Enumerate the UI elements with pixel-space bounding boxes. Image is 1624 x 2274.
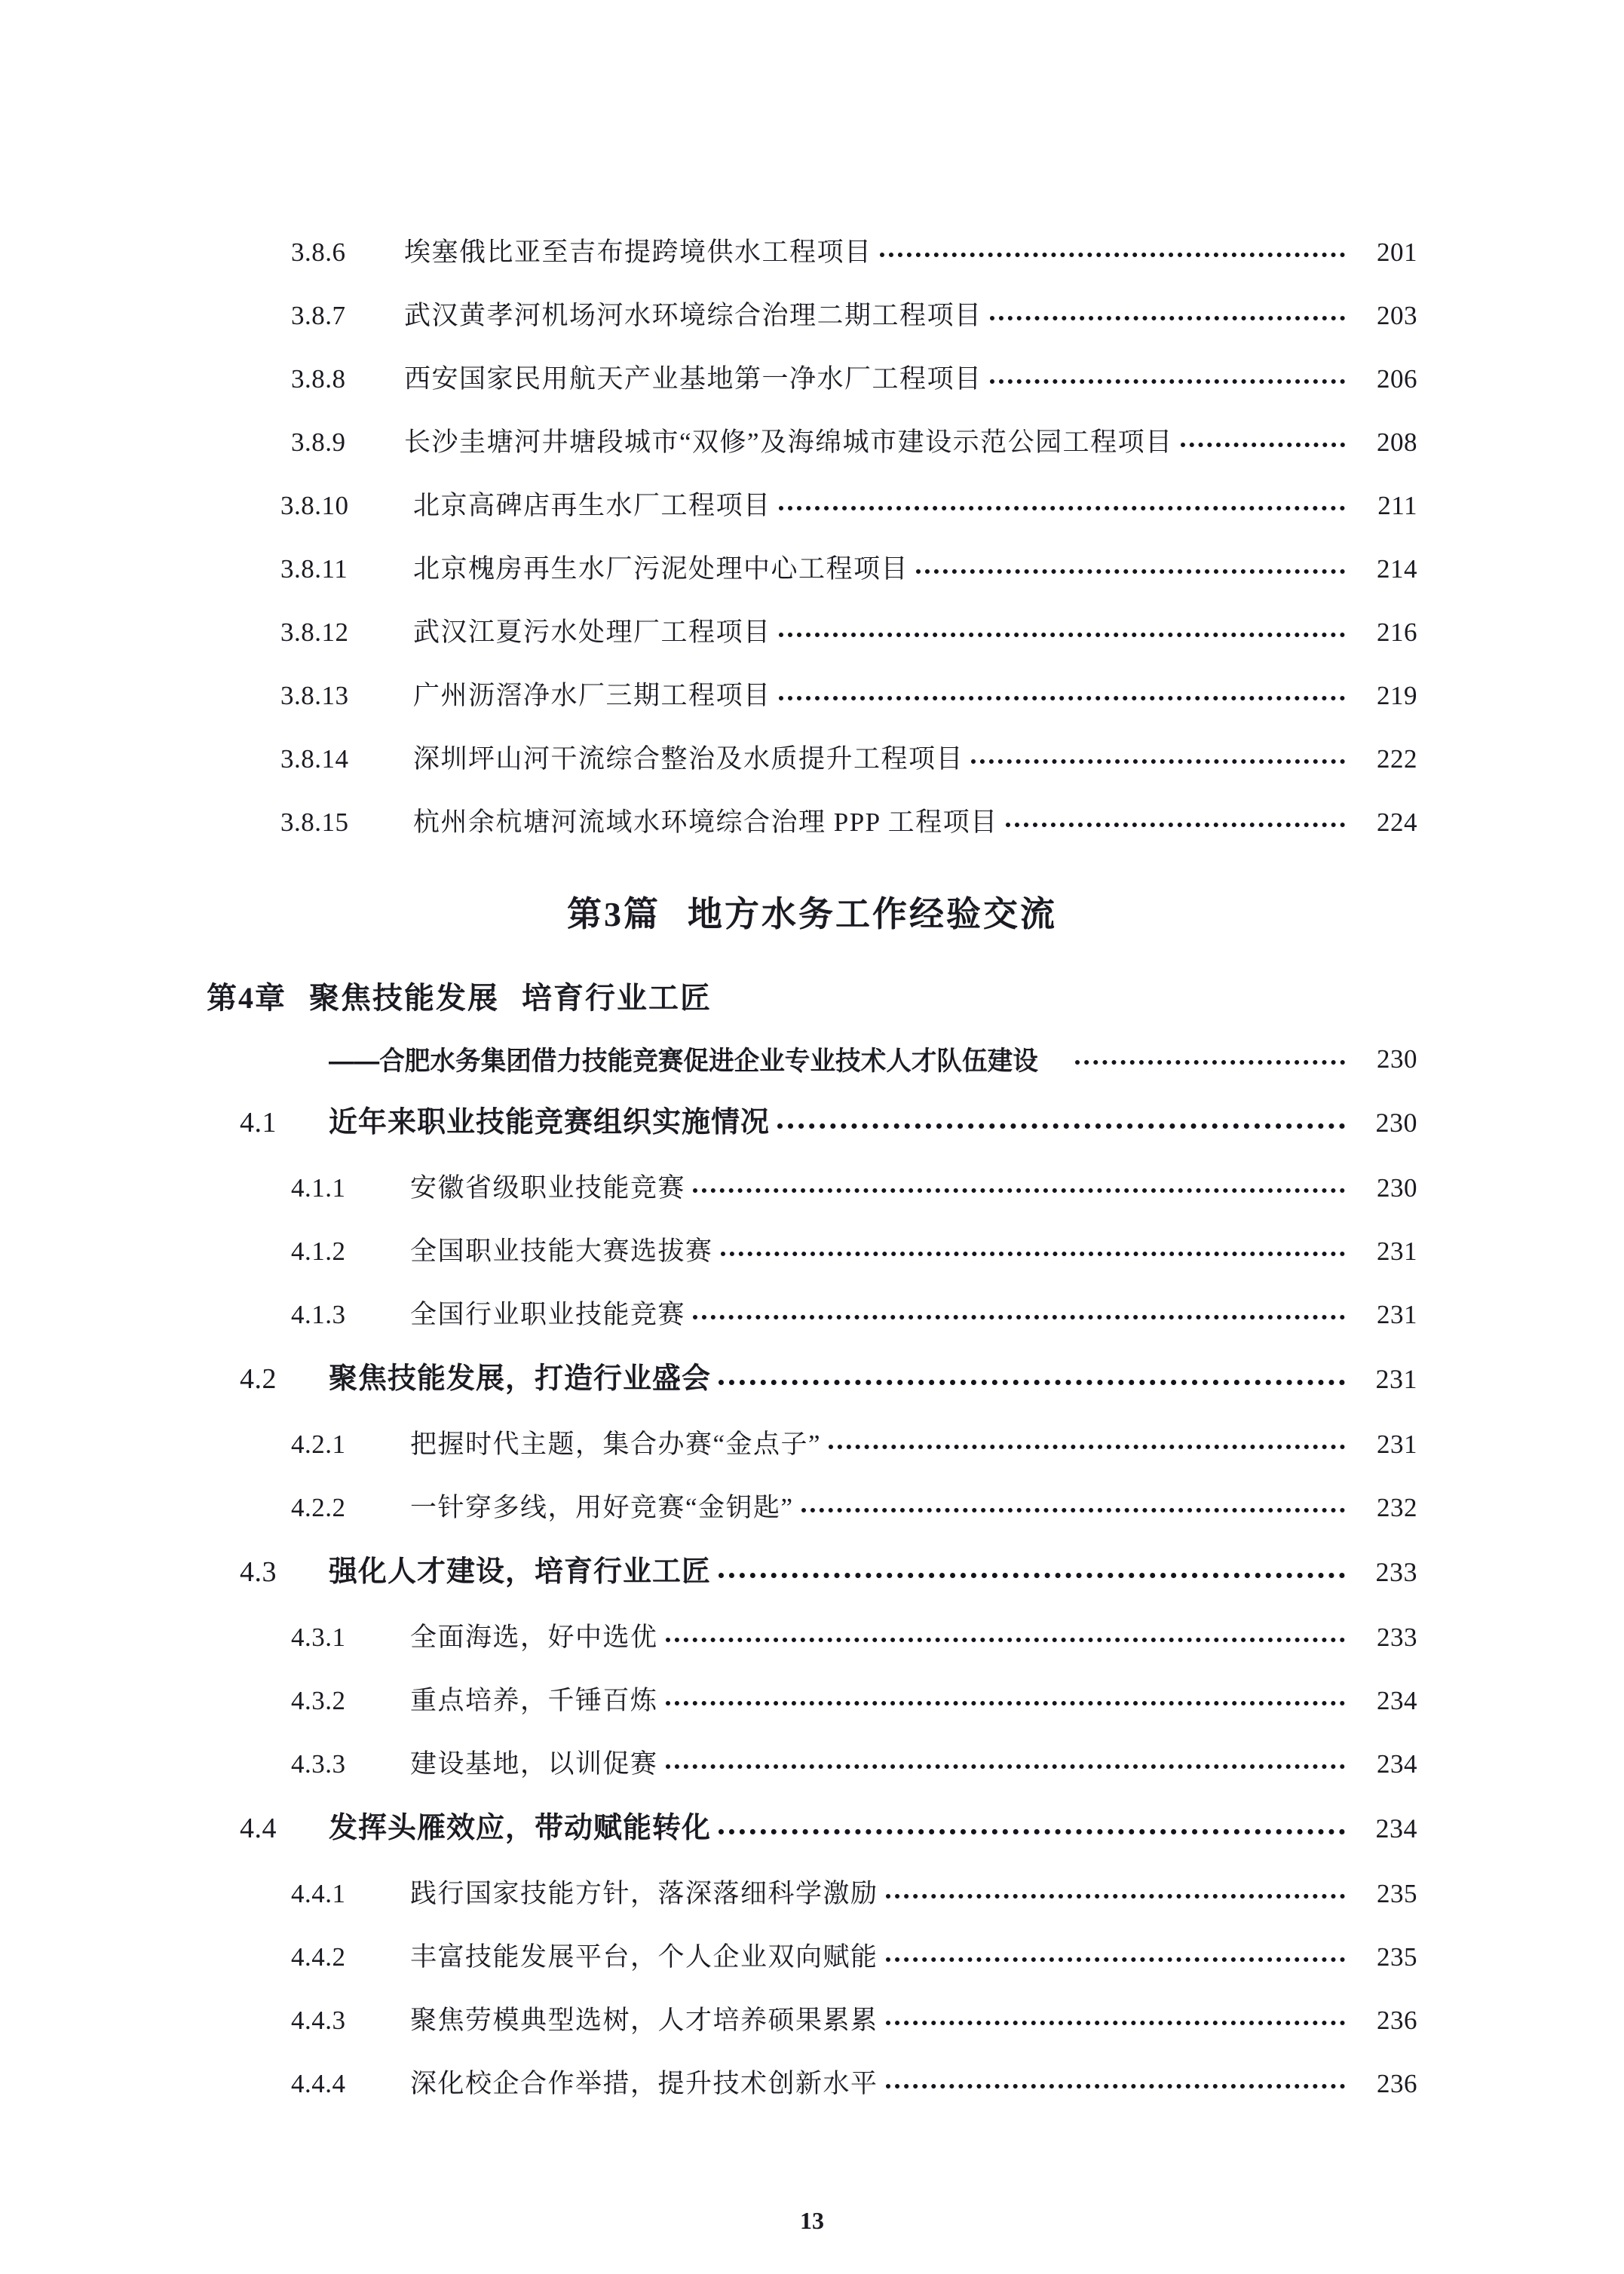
toc-entry-number: 3.8.6	[291, 237, 346, 267]
toc-entry-page: 234	[1377, 1685, 1417, 1715]
toc-entry[interactable]	[207, 1605, 1417, 1669]
dot-leader	[721, 1238, 1345, 1264]
dot-leader	[719, 1814, 1345, 1843]
toc-entry-page: 214	[1377, 553, 1417, 584]
toc-entry-number: 4.1	[240, 1107, 277, 1139]
dot-leader	[666, 1751, 1345, 1777]
toc-entry-page: 230	[1375, 1108, 1417, 1138]
toc-section-3-8	[0, 220, 1624, 854]
toc-entry-title: 践行国家技能方针，落深落细科学激励	[410, 1878, 878, 1908]
chapter-heading-title-b: 培育行业工匠	[522, 981, 712, 1015]
toc-entry-title: 深圳坪山河干流综合整治及水质提升工程项目	[413, 743, 964, 774]
toc-entry-number: 4.4.4	[291, 2068, 346, 2098]
toc-entry-page: 236	[1377, 2068, 1417, 2098]
toc-entry-page: 230	[1377, 1172, 1417, 1203]
toc-entry-number: 3.8.7	[291, 300, 346, 330]
toc-entry[interactable]	[207, 1795, 1417, 1862]
toc-entry-title: 西安国家民用航天产业基地第一净水厂工程项目	[404, 363, 982, 394]
chapter-heading	[207, 959, 1417, 1029]
toc-entry[interactable]	[207, 1862, 1417, 1925]
dot-leader	[990, 366, 1345, 392]
toc-entry-title: 深化校企合作举措，提升技术创新水平	[410, 2068, 878, 2098]
toc-entry-number: 3.8.11	[280, 553, 348, 584]
chapter-subtitle-page: 230	[1377, 1044, 1417, 1074]
toc-entry[interactable]	[207, 1669, 1417, 1732]
toc-entry-title: 一针穿多线，用好竞赛“金钥匙”	[410, 1492, 794, 1522]
toc-entry[interactable]	[207, 537, 1417, 600]
page-folio: 13	[800, 2207, 824, 2234]
dot-leader	[886, 2007, 1345, 2033]
part-heading-label: 第3篇	[567, 895, 660, 933]
toc-entry-number: 4.3.3	[291, 1748, 346, 1779]
toc-entry-title: 近年来职业技能竞赛组织实施情况	[329, 1106, 771, 1139]
toc-entry-page: 236	[1377, 2005, 1417, 2035]
toc-entry-title: 埃塞俄比亚至吉布提跨境供水工程项目	[404, 237, 872, 267]
toc-entry-title: 全国职业技能大赛选拔赛	[410, 1236, 713, 1266]
toc-entry[interactable]	[207, 1156, 1417, 1219]
toc-entry[interactable]	[207, 1346, 1417, 1412]
toc-entry-number: 4.1.1	[291, 1172, 346, 1203]
toc-entry[interactable]	[207, 600, 1417, 664]
dot-leader	[779, 492, 1345, 519]
dot-leader	[719, 1365, 1345, 1393]
toc-entry[interactable]	[207, 1476, 1417, 1539]
toc-entry[interactable]	[207, 1539, 1417, 1605]
toc-entry-title: 武汉黄孝河机场河水环境综合治理二期工程项目	[404, 300, 982, 330]
toc-entry-page: 211	[1377, 490, 1417, 520]
dot-leader	[880, 239, 1345, 265]
toc-entry-page: 222	[1377, 743, 1417, 774]
toc-entry-title: 北京槐房再生水厂污泥处理中心工程项目	[413, 553, 909, 584]
toc-entry-page: 231	[1377, 1429, 1417, 1459]
toc-entry-number: 4.4.2	[291, 1941, 346, 1972]
dot-leader	[1006, 809, 1345, 835]
toc-entry[interactable]	[207, 1283, 1417, 1346]
toc-entry[interactable]	[207, 1925, 1417, 1988]
dot-leader	[971, 746, 1345, 772]
toc-entry-number: 3.8.9	[291, 427, 346, 457]
toc-entry[interactable]	[207, 2052, 1417, 2115]
toc-entry-number: 4.2	[240, 1363, 277, 1395]
top-margin	[0, 0, 1624, 220]
dot-leader	[777, 1108, 1345, 1137]
dot-leader	[1075, 1046, 1345, 1073]
toc-entry-number: 4.3.2	[291, 1685, 346, 1715]
dot-leader	[829, 1431, 1345, 1457]
toc-entry[interactable]	[207, 283, 1417, 347]
toc-entry[interactable]	[207, 220, 1417, 283]
toc-entry[interactable]	[207, 1988, 1417, 2052]
chapter-heading-title-a: 聚焦技能发展	[309, 981, 499, 1015]
toc-entry-page: 232	[1377, 1492, 1417, 1522]
toc-entry-page: 208	[1377, 427, 1417, 457]
dot-leader	[886, 1944, 1345, 1970]
toc-entry[interactable]	[207, 1089, 1417, 1156]
chapter-subtitle-text: ——合肥水务集团借力技能竞赛促进企业专业技术人才队伍建设	[329, 1047, 1038, 1076]
toc-entry-number: 4.3	[240, 1556, 277, 1588]
toc-entry-page: 235	[1377, 1878, 1417, 1908]
toc-entry-title: 建设基地，以训促赛	[410, 1748, 658, 1779]
toc-entry-page: 231	[1377, 1299, 1417, 1329]
chapter-heading-label: 第4章	[207, 981, 286, 1015]
toc-entry-page: 234	[1377, 1748, 1417, 1779]
toc-entry[interactable]	[207, 1732, 1417, 1795]
toc-entry-number: 3.8.14	[280, 743, 349, 774]
toc-entry-number: 4.1.3	[291, 1299, 346, 1329]
toc-entry-number: 4.1.2	[291, 1236, 346, 1266]
toc-entry-number: 3.8.13	[280, 680, 349, 710]
toc-entry-title: 聚焦劳模典型选树，人才培养硕果累累	[410, 2005, 878, 2035]
dot-leader	[666, 1687, 1345, 1714]
toc-entry-number: 4.4.3	[291, 2005, 346, 2035]
dot-leader	[693, 1301, 1345, 1328]
toc-entry-page: 234	[1375, 1813, 1417, 1843]
toc-entry-number: 4.2.1	[291, 1429, 346, 1459]
toc-entry-title: 长沙圭塘河井塘段城市“双修”及海绵城市建设示范公园工程项目	[404, 427, 1173, 457]
chapter-subtitle-row[interactable]	[207, 1029, 1417, 1089]
toc-entry-number: 4.3.1	[291, 1622, 346, 1652]
toc-entry-page: 233	[1377, 1622, 1417, 1652]
toc-entry-page: 224	[1377, 807, 1417, 837]
toc-entry[interactable]	[207, 1219, 1417, 1283]
toc-entry-page: 219	[1377, 680, 1417, 710]
toc-entry-number: 4.2.2	[291, 1492, 346, 1522]
dot-leader	[779, 682, 1345, 709]
dot-leader	[719, 1558, 1345, 1586]
dot-leader	[916, 556, 1345, 582]
toc-entry-page: 206	[1377, 363, 1417, 394]
toc-entry[interactable]	[207, 410, 1417, 473]
toc-entry-title: 北京高碑店再生水厂工程项目	[413, 490, 771, 520]
toc-entry-title: 强化人才建设，培育行业工匠	[329, 1555, 712, 1589]
toc-entry-number: 3.8.15	[280, 807, 349, 837]
toc-entry-page: 231	[1375, 1364, 1417, 1394]
toc-entry-page: 231	[1377, 1236, 1417, 1266]
dot-leader	[1181, 429, 1345, 455]
dot-leader	[666, 1624, 1345, 1650]
toc-entry-title: 聚焦技能发展，打造行业盛会	[329, 1362, 712, 1396]
toc-entry-number: 3.8.8	[291, 363, 346, 394]
part-heading-title: 地方水务工作经验交流	[688, 895, 1057, 933]
toc-entry[interactable]	[207, 473, 1417, 537]
toc-entry-title: 丰富技能发展平台，个人企业双向赋能	[410, 1941, 878, 1972]
dot-leader	[801, 1494, 1345, 1521]
part-heading	[0, 854, 1624, 959]
dot-leader	[886, 2070, 1345, 2097]
toc-entry-title: 全国行业职业技能竞赛	[410, 1299, 686, 1329]
toc-entry-title: 广州沥滘净水厂三期工程项目	[413, 680, 771, 710]
toc-entry-title: 全面海选，好中选优	[410, 1622, 658, 1652]
toc-entry[interactable]	[207, 727, 1417, 790]
toc-entry-number: 4.4	[240, 1813, 277, 1844]
dot-leader	[693, 1175, 1345, 1201]
dot-leader	[990, 302, 1345, 329]
toc-entry-title: 重点培养，千锤百炼	[410, 1685, 658, 1715]
toc-entry[interactable]	[207, 664, 1417, 727]
toc-entry-page: 235	[1377, 1941, 1417, 1972]
toc-entry[interactable]	[207, 1412, 1417, 1476]
dot-leader	[779, 619, 1345, 645]
toc-entry-title: 安徽省级职业技能竞赛	[410, 1172, 686, 1203]
toc-entry-number: 3.8.12	[280, 617, 349, 647]
toc-entry-page: 203	[1377, 300, 1417, 330]
toc-entry-page: 233	[1375, 1557, 1417, 1587]
dot-leader	[886, 1880, 1345, 1907]
toc-entry-number: 4.4.1	[291, 1878, 346, 1908]
toc-entry[interactable]	[207, 790, 1417, 854]
toc-entry-title: 杭州余杭塘河流域水环境综合治理 PPP 工程项目	[413, 807, 998, 837]
toc-entry-page: 216	[1377, 617, 1417, 647]
toc-entry-title: 把握时代主题，集合办赛“金点子”	[410, 1429, 822, 1459]
toc-section-chapter-4	[0, 1089, 1624, 2115]
toc-entry-number: 3.8.10	[280, 490, 349, 520]
toc-entry-title: 发挥头雁效应，带动赋能转化	[329, 1812, 712, 1845]
toc-entry-page: 201	[1377, 237, 1417, 267]
toc-entry[interactable]	[207, 347, 1417, 410]
toc-entry-title: 武汉江夏污水处理厂工程项目	[413, 617, 771, 647]
